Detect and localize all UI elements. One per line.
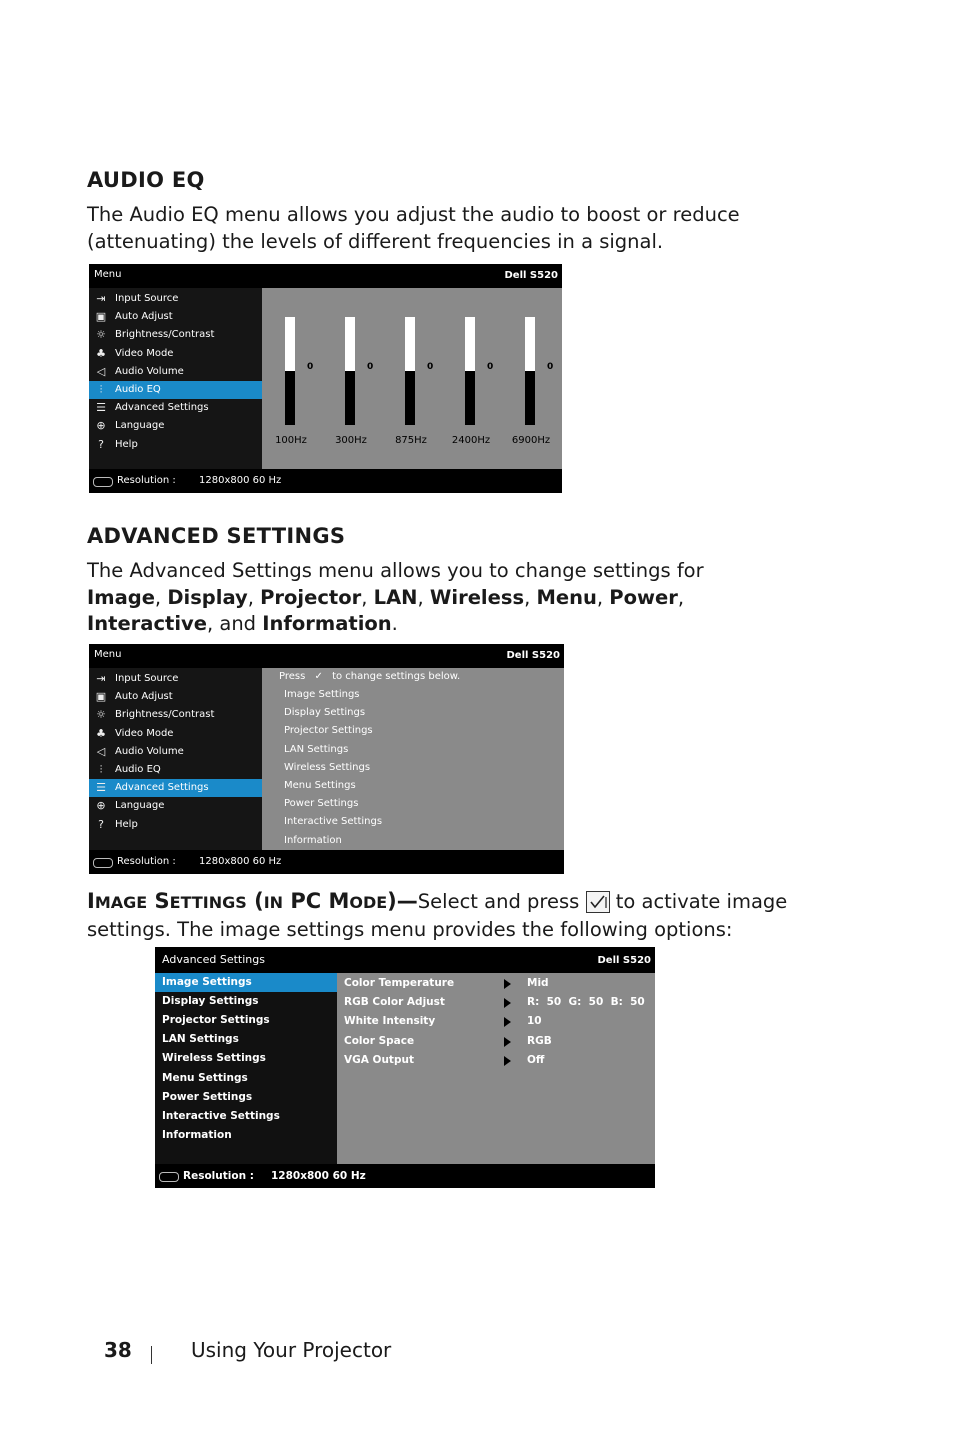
enter-key-icon: [586, 891, 610, 913]
settings-item-name: Projector: [260, 585, 362, 609]
eq-band: [442, 288, 500, 469]
osd-brand: Dell S520: [504, 270, 558, 281]
separator: ,: [677, 585, 685, 609]
menu-item-label: Advanced Settings: [115, 782, 209, 794]
eq-frequency-label: 6900Hz: [511, 435, 551, 446]
setting-value[interactable]: Mid: [527, 977, 549, 989]
vga-icon: [93, 858, 113, 868]
resolution-label: Resolution :: [183, 1170, 254, 1182]
speaker-icon: ◁: [96, 744, 106, 758]
eq-slider-fill: [285, 317, 295, 371]
osd-title: Menu: [94, 269, 122, 280]
settings-item-name: Display: [167, 585, 248, 609]
settings-icon: ☰: [96, 401, 106, 415]
osd-title: Menu: [94, 649, 122, 660]
submenu-item[interactable]: Information: [284, 834, 342, 846]
setting-value[interactable]: RGB: [527, 1034, 552, 1047]
menu-item-audio-volume[interactable]: [89, 363, 262, 381]
resolution-value: 1280x800 60 Hz: [199, 475, 282, 486]
separator: ,: [596, 585, 610, 609]
vga-icon: [93, 477, 113, 487]
osd-title: Advanced Settings: [162, 953, 265, 966]
osd-title-bar: [89, 264, 562, 288]
menu-item-audio-eq[interactable]: [89, 381, 262, 399]
advanced-menu-item[interactable]: [155, 973, 337, 992]
eq-value: 0: [547, 362, 554, 372]
settings-item-name: Image: [87, 585, 155, 609]
arrow-right-icon[interactable]: [504, 1017, 511, 1027]
menu-item-label: Video Mode: [115, 727, 174, 739]
auto-adjust-icon: ▣: [95, 690, 107, 704]
eq-value: 0: [487, 362, 494, 372]
setting-value[interactable]: Off: [527, 1053, 545, 1066]
press-hint-b: to change settings below.: [332, 671, 461, 682]
advanced-menu-item-label: Image Settings: [162, 976, 252, 988]
osd-advanced-settings: [89, 644, 564, 874]
speaker-icon: ◁: [96, 364, 106, 378]
body-text: settings. The image settings menu provides the following options:: [87, 917, 733, 941]
osd-status-bar: [89, 850, 564, 874]
setting-label: RGB Color Adjust: [344, 996, 445, 1009]
globe-icon: ⊕: [96, 419, 106, 433]
advanced-menu-item-label: Wireless Settings: [162, 1052, 266, 1065]
osd-audio-eq: [89, 264, 562, 493]
setting-label: Color Space: [344, 1034, 415, 1047]
page-number: 38: [104, 1338, 132, 1362]
vga-icon: [159, 1172, 179, 1182]
brightness-icon: ☼: [96, 328, 106, 342]
menu-item-label: Audio EQ: [115, 764, 161, 775]
menu-item-label: Help: [115, 438, 138, 450]
menu-item-input-source[interactable]: [89, 290, 262, 308]
separator: ,: [154, 585, 168, 609]
setting-label: VGA Output: [344, 1053, 414, 1066]
eq-band: [322, 288, 380, 469]
menu-item-video-mode[interactable]: [89, 345, 262, 363]
body-text: The Advanced Settings menu allows you to change settings for: [87, 559, 704, 582]
arrow-right-icon[interactable]: [504, 1037, 511, 1047]
h-part: ETTINGS: [169, 893, 247, 912]
menu-item-label: Brightness/Contrast: [115, 329, 215, 341]
menu-item-language[interactable]: [89, 417, 262, 435]
menu-item-input-source[interactable]: [89, 670, 262, 688]
separator: ,: [524, 585, 537, 609]
h-part: MAGE: [94, 893, 148, 912]
menu-item-label: Audio EQ: [115, 384, 161, 395]
image-settings-panel: [337, 973, 655, 1164]
menu-item-brightness-contrast[interactable]: [89, 326, 262, 344]
advanced-menu-item[interactable]: [155, 1088, 337, 1107]
globe-icon: ⊕: [96, 799, 106, 813]
advanced-menu-item[interactable]: [155, 1126, 337, 1145]
menu-item-auto-adjust[interactable]: [89, 688, 262, 706]
osd-status-bar: [155, 1164, 655, 1188]
menu-item-help[interactable]: [89, 816, 262, 834]
equalizer-icon: ⫶: [99, 383, 103, 396]
equalizer-icon: ⫶: [99, 763, 103, 776]
eq-slider[interactable]: [465, 317, 475, 425]
eq-frequency-label: 300Hz: [335, 435, 367, 446]
advanced-menu-item-label: LAN Settings: [162, 1033, 239, 1046]
menu-item-label: Auto Adjust: [115, 311, 173, 323]
eq-value: 0: [427, 362, 434, 372]
osd-brand: Dell S520: [597, 955, 651, 966]
settings-item-name: Menu: [536, 585, 597, 609]
menu-item-label: Language: [115, 800, 165, 812]
menu-item-label: Advanced Settings: [115, 402, 209, 414]
eq-slider[interactable]: [285, 317, 295, 425]
help-icon: ?: [98, 437, 104, 451]
submenu-item[interactable]: Wireless Settings: [284, 761, 371, 773]
setting-label: White Intensity: [344, 1015, 436, 1028]
eq-slider[interactable]: [405, 317, 415, 425]
osd-image-settings: [155, 947, 655, 1188]
settings-item-name: Power: [609, 585, 678, 609]
advanced-menu-item[interactable]: [155, 1049, 337, 1068]
submenu-item[interactable]: Power Settings: [284, 798, 359, 810]
menu-item-brightness-contrast[interactable]: [89, 706, 262, 724]
osd-title-bar: [89, 644, 564, 668]
osd-status-bar: [89, 469, 562, 493]
video-mode-icon: ♣: [96, 726, 106, 740]
setting-value[interactable]: 10: [527, 1015, 542, 1028]
submenu-item[interactable]: Display Settings: [284, 707, 366, 719]
advanced-menu-item[interactable]: [155, 1030, 337, 1049]
advanced-menu-item[interactable]: [155, 1069, 337, 1088]
menu-item-audio-eq[interactable]: [89, 761, 262, 779]
eq-band: [502, 288, 560, 469]
audio-eq-heading: AUDIO EQ: [87, 168, 205, 192]
osd-main-menu: [89, 668, 262, 850]
settings-item-name: Interactive: [87, 612, 207, 635]
setting-value[interactable]: R: 50 G: 50 B: 50: [527, 996, 645, 1009]
separator: ,: [361, 585, 374, 609]
video-mode-icon: ♣: [96, 346, 106, 360]
advanced-menu-item-label: Interactive Settings: [162, 1109, 280, 1122]
eq-frequency-label: 2400Hz: [451, 435, 491, 446]
advanced-settings-heading: ADVANCED SETTINGS: [87, 524, 346, 548]
menu-item-audio-volume[interactable]: [89, 743, 262, 761]
submenu-item[interactable]: Image Settings: [284, 689, 360, 700]
h-part: IN: [263, 893, 284, 912]
footer-divider: [151, 1346, 152, 1364]
advanced-menu-item-label: Menu Settings: [162, 1071, 248, 1084]
eq-value: 0: [367, 362, 374, 372]
body-text: Select and press: [417, 890, 580, 913]
advanced-menu-item-label: Information: [162, 1128, 232, 1141]
menu-item-auto-adjust[interactable]: [89, 308, 262, 326]
arrow-right-icon[interactable]: [504, 1056, 511, 1066]
h-part: )—: [387, 889, 418, 913]
h-part: I: [87, 889, 95, 913]
submenu-item[interactable]: Menu Settings: [284, 780, 356, 791]
footer-title: Using Your Projector: [191, 1338, 392, 1362]
menu-item-label: Audio Volume: [115, 745, 184, 757]
separator: .: [391, 612, 398, 635]
advanced-menu-item-label: Power Settings: [162, 1090, 253, 1103]
menu-item-label: Video Mode: [115, 347, 174, 359]
eq-value: 0: [307, 362, 314, 372]
osd-title-bar: [155, 947, 655, 973]
resolution-value: 1280x800 60 Hz: [271, 1170, 366, 1182]
press-hint: [279, 671, 460, 682]
eq-slider[interactable]: [345, 317, 355, 425]
menu-item-video-mode[interactable]: [89, 725, 262, 743]
eq-slider-fill: [525, 317, 535, 371]
advanced-submenu-panel: [262, 668, 564, 850]
menu-item-label: Auto Adjust: [115, 691, 173, 703]
osd-brand: Dell S520: [506, 650, 560, 661]
eq-frequency-label: 875Hz: [395, 435, 427, 446]
image-settings-heading: [87, 889, 418, 913]
advanced-settings-description: [87, 558, 777, 638]
settings-item-name: Information: [262, 612, 392, 635]
body-text: to activate image: [615, 890, 788, 913]
image-settings-paragraph: [87, 888, 847, 943]
advanced-menu-list: [155, 973, 337, 1164]
arrow-right-icon[interactable]: [504, 979, 511, 989]
menu-item-language[interactable]: [89, 797, 262, 815]
menu-item-label: Audio Volume: [115, 365, 184, 377]
separator: , and: [206, 612, 263, 635]
submenu-item[interactable]: Projector Settings: [284, 725, 373, 737]
auto-adjust-icon: ▣: [95, 310, 107, 324]
menu-item-advanced-settings[interactable]: [89, 399, 262, 417]
submenu-item[interactable]: LAN Settings: [284, 743, 349, 755]
menu-item-advanced-settings[interactable]: [89, 779, 262, 797]
separator: ,: [247, 585, 261, 609]
advanced-menu-item[interactable]: [155, 1011, 337, 1030]
eq-band: [262, 288, 320, 469]
eq-frequency-label: 100Hz: [275, 435, 307, 446]
eq-slider-fill: [465, 317, 475, 371]
setting-label: Color Temperature: [344, 977, 455, 989]
menu-item-label: Input Source: [115, 673, 179, 684]
advanced-menu-item[interactable]: [155, 992, 337, 1011]
menu-item-help[interactable]: [89, 436, 262, 454]
h-part: S: [147, 889, 170, 913]
resolution-label: Resolution :: [117, 475, 176, 486]
h-part: (: [246, 889, 264, 913]
menu-item-label: Input Source: [115, 293, 179, 304]
submenu-item[interactable]: Interactive Settings: [284, 816, 383, 828]
advanced-menu-item-label: Projector Settings: [162, 1014, 270, 1027]
help-icon: ?: [98, 817, 104, 831]
eq-band: [382, 288, 440, 469]
menu-item-label: Language: [115, 420, 165, 432]
checkmark-icon: ✓: [314, 671, 323, 682]
eq-slider-fill: [345, 317, 355, 371]
osd-main-menu: [89, 288, 262, 469]
eq-panel: [262, 288, 562, 469]
press-hint-a: Press: [279, 671, 306, 682]
brightness-icon: ☼: [96, 708, 106, 722]
h-part: PC M: [283, 889, 350, 913]
arrow-right-icon[interactable]: [504, 998, 511, 1008]
h-part: ODE: [349, 893, 388, 912]
settings-icon: ☰: [96, 781, 106, 795]
advanced-menu-item-label: Display Settings: [162, 995, 259, 1008]
menu-item-label: Brightness/Contrast: [115, 709, 215, 721]
menu-item-label: Help: [115, 818, 138, 830]
separator: ,: [417, 585, 430, 609]
eq-slider[interactable]: [525, 317, 535, 425]
eq-slider-fill: [405, 317, 415, 371]
settings-item-name: Wireless: [429, 585, 525, 609]
resolution-label: Resolution :: [117, 856, 176, 867]
audio-eq-description: The Audio EQ menu allows you adjust the audio to boost or reduce (attenuating) the levels of different frequencies in a signal.: [87, 203, 740, 253]
input-source-icon: ⇥: [96, 292, 106, 305]
resolution-value: 1280x800 60 Hz: [199, 856, 282, 867]
settings-item-name: LAN: [373, 585, 418, 609]
advanced-menu-item[interactable]: [155, 1107, 337, 1126]
input-source-icon: ⇥: [96, 672, 106, 685]
